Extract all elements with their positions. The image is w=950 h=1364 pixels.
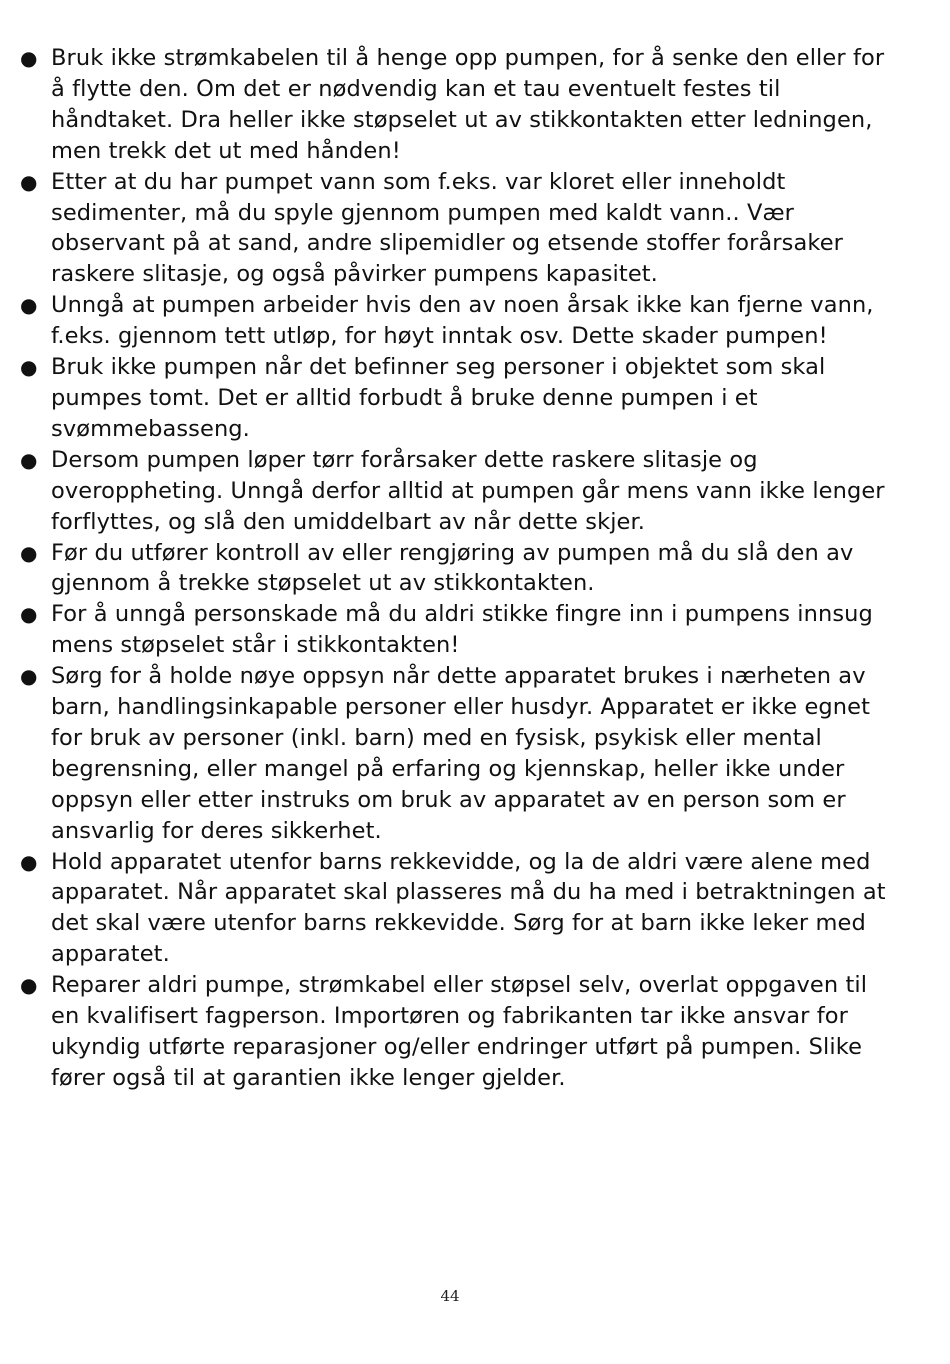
list-item <box>20 352 900 445</box>
list-item-text: Bruk ikke strømkabelen til å henge opp pumpen, for å senke den eller for å flytte den. Om det er nødvendig kan et tau eventuelt festes til håndtaket. Dra heller ikke støpselet ut av stikkontakten etter ledningen, men trekk det ut med hånden! <box>51 45 885 164</box>
list-item <box>20 847 900 971</box>
list-item-text: Bruk ikke pumpen når det befinner seg personer i objektet som skal pumpes tomt. Det er alltid forbudt å bruke denne pumpen i et svømmebasseng. <box>51 354 826 442</box>
bullet-icon: ● <box>20 169 38 194</box>
list-item <box>20 599 900 661</box>
list-item-text: For å unngå personskade må du aldri stikke fingre inn i pumpens innsug mens støpselet står i stikkontakten! <box>51 601 873 659</box>
list-item <box>20 290 900 352</box>
list-item-text: Etter at du har pumpet vann som f.eks. var kloret eller inneholdt sedimenter, må du spyle gjennom pumpen med kaldt vann.. Vær observant på at sand, andre slipemidler og etsende stoffer forårsaker raskere slitasje, og også påvirker pumpens kapasitet. <box>51 168 843 288</box>
list-item-text: Før du utfører kontroll av eller rengjøring av pumpen må du slå den av gjennom å trekke støpselet ut av stikkontakten. <box>51 539 854 597</box>
list-item <box>20 43 900 167</box>
bullet-icon: ● <box>20 602 38 627</box>
safety-instructions-list <box>20 43 900 1094</box>
list-item-text: Sørg for å holde nøye oppsyn når dette apparatet brukes i nærheten av barn, handlingsinkapable personer eller husdyr. Apparatet er ikke egnet for bruk av personer (inkl. barn) med en fysisk, psykisk eller mental begrensning, eller mangel på erfaring og kjennskap, heller ikke under oppsyn eller etter instruks om bruk av apparatet av en person som er ansvarlig for deres sikkerhet. <box>51 663 870 844</box>
bullet-icon: ● <box>20 973 38 998</box>
list-item-text: Dersom pumpen løper tørr forårsaker dette raskere slitasje og overoppheting. Unngå derfor alltid at pumpen går mens vann ikke lenger forflyttes, og slå den umiddelbart av når dette skjer. <box>51 446 885 535</box>
bullet-icon: ● <box>20 46 38 70</box>
list-item-text: Unngå at pumpen arbeider hvis den av noen årsak ikke kan fjerne vann, f.eks. gjennom tett utløp, for høyt inntak osv. Dette skader pumpen! <box>51 292 874 350</box>
page-number: 44 <box>440 1287 460 1305</box>
bullet-icon: ● <box>20 355 38 380</box>
list-item <box>20 445 900 538</box>
list-item-text: Hold apparatet utenfor barns rekkevidde, og la de aldri være alene med apparatet. Når apparatet skal plasseres må du ha med i betraktningen at det skal være utenfor barns rekkevidde. Sørg for at barn ikke leker med apparatet. <box>51 848 886 968</box>
list-item <box>20 538 900 600</box>
bullet-icon: ● <box>20 293 38 318</box>
bullet-icon: ● <box>20 664 38 689</box>
bullet-icon: ● <box>20 447 38 472</box>
list-item-text: Reparer aldri pumpe, strømkabel eller støpsel selv, overlat oppgaven til en kvalifisert fagperson. Importøren og fabrikanten tar ikke ansvar for ukyndig utførte reparasjoner og/eller endringer utført på pumpen. Slike fører også til at garantien ikke lenger gjelder. <box>51 972 868 1091</box>
list-item <box>20 661 900 846</box>
list-item <box>20 167 900 291</box>
bullet-icon: ● <box>20 540 38 565</box>
list-item <box>20 970 900 1094</box>
bullet-icon: ● <box>20 849 38 874</box>
